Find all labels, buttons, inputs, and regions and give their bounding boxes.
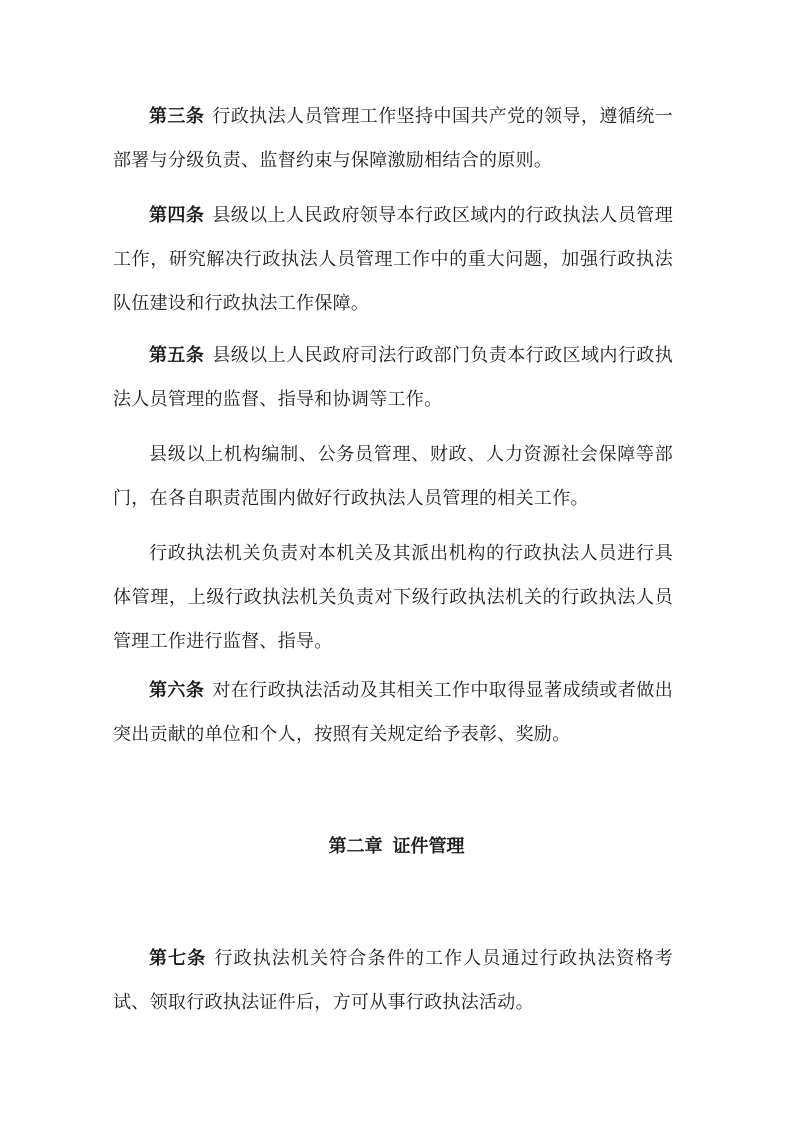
article-6 <box>113 669 673 757</box>
article-6-label: 第六条 <box>149 680 205 701</box>
article-5-paragraph-2 <box>113 433 673 521</box>
article-4-label: 第四条 <box>149 205 205 226</box>
article-5-paragraph-3 <box>113 532 673 664</box>
article-3 <box>113 95 673 183</box>
article-4-text: 县级以上人民政府领导本行政区域内的行政执法人员管理工作，研究解决行政执法人员管理工作中的重大问题，加强行政执法队伍建设和行政执法工作保障。 <box>113 205 674 314</box>
article-5-paragraph-2-text: 县级以上机构编制、公务员管理、财政、人力资源社会保障等部门，在各自职责范围内做好行政执法人员管理的相关工作。 <box>113 444 673 509</box>
chapter-number: 第二章 <box>328 836 383 857</box>
chapter-heading <box>0 832 793 862</box>
article-7 <box>113 937 673 1025</box>
article-5-paragraph-3-text: 行政执法机关负责对本机关及其派出机构的行政执法人员进行具体管理，上级行政执法机关负责对下级行政执法机关的行政执法人员管理工作进行监督、指导。 <box>113 543 673 652</box>
article-5-label: 第五条 <box>149 345 205 366</box>
article-7-text: 行政执法机关符合条件的工作人员通过行政执法资格考试、领取行政执法证件后，方可从事行政执法活动。 <box>113 948 673 1013</box>
article-3-text: 行政执法人员管理工作坚持中国共产党的领导，遵循统一部署与分级负责、监督约束与保障激励相结合的原则。 <box>113 106 674 171</box>
article-7-label: 第七条 <box>149 948 207 969</box>
article-4 <box>113 194 673 326</box>
chapter-title: 证件管理 <box>392 836 465 857</box>
article-3-label: 第三条 <box>149 106 205 127</box>
article-5 <box>113 334 673 422</box>
article-5-text: 县级以上人民政府司法行政部门负责本行政区域内行政执法人员管理的监督、指导和协调等工作。 <box>113 345 674 410</box>
article-6-text: 对在行政执法活动及其相关工作中取得显著成绩或者做出突出贡献的单位和个人，按照有关规定给予表彰、奖励。 <box>113 680 674 745</box>
